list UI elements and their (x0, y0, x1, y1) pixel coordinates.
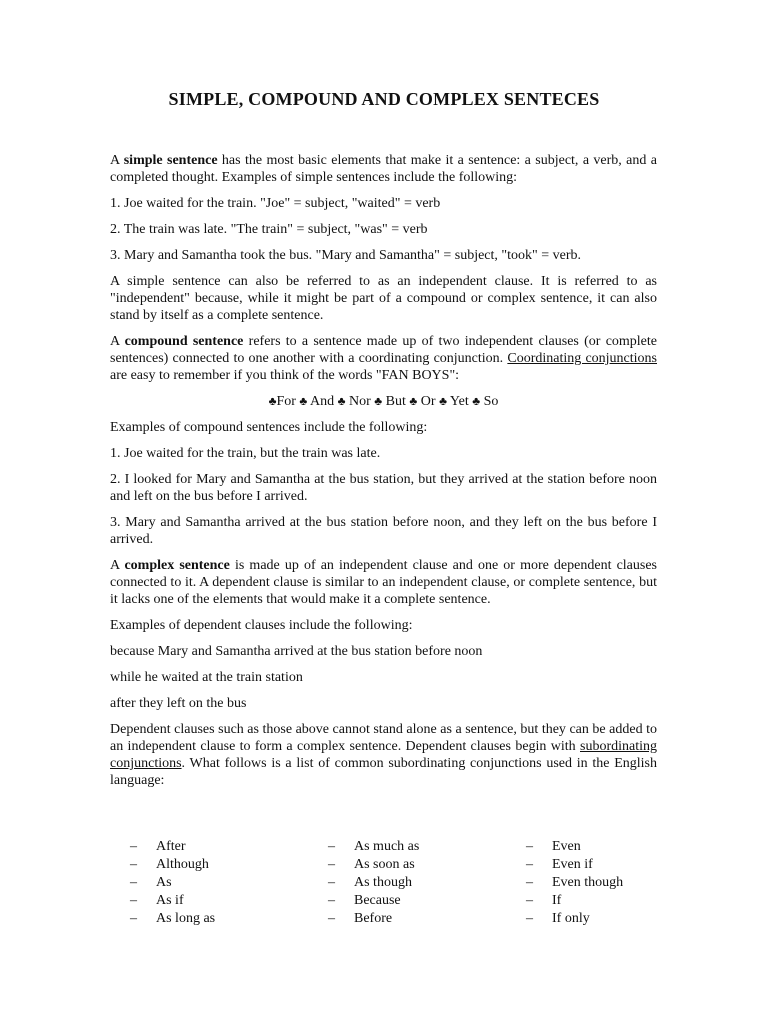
list-item (130, 856, 328, 873)
list-item (328, 838, 526, 855)
conjunction-label: As soon as (354, 857, 415, 872)
list-item (328, 874, 526, 891)
dash-bullet: – (130, 875, 137, 890)
subordinating-conjunctions-list (130, 838, 650, 927)
list-item (328, 892, 526, 909)
club-icon: ♣ (439, 394, 447, 408)
conjunction-label: As much as (354, 839, 420, 854)
intro-prefix: A (110, 153, 124, 168)
compound-example-2: 2. I looked for Mary and Samantha at the bus station, but they arrived at the station before noon and left on the bus before I arrived. (110, 472, 657, 504)
fanboys-word: Nor (349, 394, 371, 409)
compound-intro-text: refers to a sentence made up of two independent clauses (or complete sentences) connected to one another with a coordinating conjunction. (110, 334, 658, 366)
list-item (526, 856, 650, 873)
club-icon: ♣ (374, 394, 383, 408)
conjunction-label: If only (552, 911, 590, 926)
fanboys-word: Yet (449, 394, 469, 409)
conjunction-label: As (156, 875, 172, 890)
conjunction-label: Even if (552, 857, 593, 872)
subordinating-conjunctions-link[interactable]: subordinating conjunctions (110, 739, 657, 771)
compound-sentence-term: compound sentence (124, 334, 244, 349)
simple-example-3: 3. Mary and Samantha took the bus. "Mary and Samantha" = subject, "took" = verb. (110, 248, 582, 263)
club-icon: ♣ (337, 394, 346, 408)
conjunction-label: If (552, 893, 562, 908)
dash-bullet: – (130, 857, 137, 872)
list-item (526, 838, 650, 855)
dependent-clauses-paragraph (110, 721, 657, 789)
dash-bullet: – (328, 857, 335, 872)
simple-example-2: 2. The train was late. "The train" = subject, "was" = verb (110, 222, 428, 237)
club-icon: ♣ (409, 394, 418, 408)
fanboys-word: Or (420, 394, 436, 409)
conjunction-label: As if (156, 893, 184, 908)
conjunction-label: Even (552, 839, 581, 854)
list-item (328, 910, 526, 927)
conjunction-label: Before (354, 911, 393, 926)
dash-bullet: – (328, 839, 335, 854)
fanboys-word: For (276, 394, 296, 409)
conjunction-label: Although (156, 857, 209, 872)
club-icon: ♣ (299, 394, 308, 408)
list-item (130, 874, 328, 891)
compound-examples-heading: Examples of compound sentences include the following: (110, 420, 428, 435)
complex-sentence-term: complex sentence (124, 558, 230, 573)
conjunction-label: Even though (552, 875, 624, 890)
document-body (110, 152, 657, 798)
list-item (328, 856, 526, 873)
dash-bullet: – (130, 839, 137, 854)
list-item (130, 838, 328, 855)
fanboys-word: So (483, 394, 499, 409)
dash-bullet: – (328, 911, 335, 926)
list-item (526, 892, 650, 909)
dash-bullet: – (130, 893, 137, 908)
list-item (526, 910, 650, 927)
independent-clause-note: A simple sentence can also be referred to as an independent clause. It is referred to as "independent" because, while it might be part of a compound or complex sentence, it can also stand by itself as a complete sentence. (110, 274, 657, 323)
simple-sentence-term: simple sentence (123, 153, 218, 168)
conjunction-label: Because (354, 893, 401, 908)
compound-example-3: 3. Mary and Samantha arrived at the bus station before noon, and they left on the bus before I arrived. (110, 515, 657, 547)
dash-bullet: – (328, 893, 335, 908)
complex-intro-text: is made up of an independent clause and one or more dependent clauses connected to it. A dependent clause is similar to an independent clause, or complete sentence, but it lacks one of the elements that would make it a complete sentence. (110, 558, 658, 607)
conjunction-label: As long as (156, 911, 216, 926)
dash-bullet: – (526, 839, 533, 854)
list-item (130, 892, 328, 909)
closing-text-b: . What follows is a list of common subordinating conjunctions used in the English language: (110, 756, 657, 788)
dash-bullet: – (526, 911, 533, 926)
compound-intro-tail: are easy to remember if you think of the words "FAN BOYS": (110, 368, 460, 383)
fanboys-word: But (385, 394, 406, 409)
dash-bullet: – (526, 875, 533, 890)
complex-sentence-intro (110, 557, 657, 608)
list-item (526, 874, 650, 891)
dash-bullet: – (526, 893, 533, 908)
list-item (130, 910, 328, 927)
dash-bullet: – (130, 911, 137, 926)
conjunction-label: After (156, 839, 186, 854)
fanboys-word: And (310, 394, 335, 409)
intro-prefix: A (110, 334, 125, 349)
conjunction-label: As though (354, 875, 412, 890)
club-icon: ♣ (268, 394, 277, 408)
simple-sentence-intro (110, 152, 657, 186)
dependent-example-2: while he waited at the train station (110, 670, 303, 685)
page-title: SIMPLE, COMPOUND AND COMPLEX SENTECES (168, 89, 600, 109)
simple-example-1: 1. Joe waited for the train. "Joe" = subject, "waited" = verb (110, 196, 441, 211)
coordinating-conjunctions-link[interactable]: Coordinating conjunctions (507, 351, 657, 366)
dash-bullet: – (328, 875, 335, 890)
intro-prefix: A (110, 558, 125, 573)
dependent-example-1: because Mary and Samantha arrived at the bus station before noon (110, 644, 483, 659)
dependent-clauses-heading: Examples of dependent clauses include the following: (110, 618, 413, 633)
fanboys-line (110, 393, 657, 410)
dependent-example-3: after they left on the bus (110, 696, 247, 711)
club-icon: ♣ (472, 394, 481, 408)
compound-example-1: 1. Joe waited for the train, but the train was late. (110, 446, 381, 461)
dash-bullet: – (526, 857, 533, 872)
compound-sentence-intro (110, 333, 657, 384)
simple-intro-text: has the most basic elements that make it a sentence: a subject, a verb, and a completed thought. Examples of simple sentences include the following: (110, 153, 657, 185)
closing-text-a: Dependent clauses such as those above cannot stand alone as a sentence, but they can be added to an independent clause to form a complex sentence. Dependent clauses begin with (110, 722, 657, 754)
